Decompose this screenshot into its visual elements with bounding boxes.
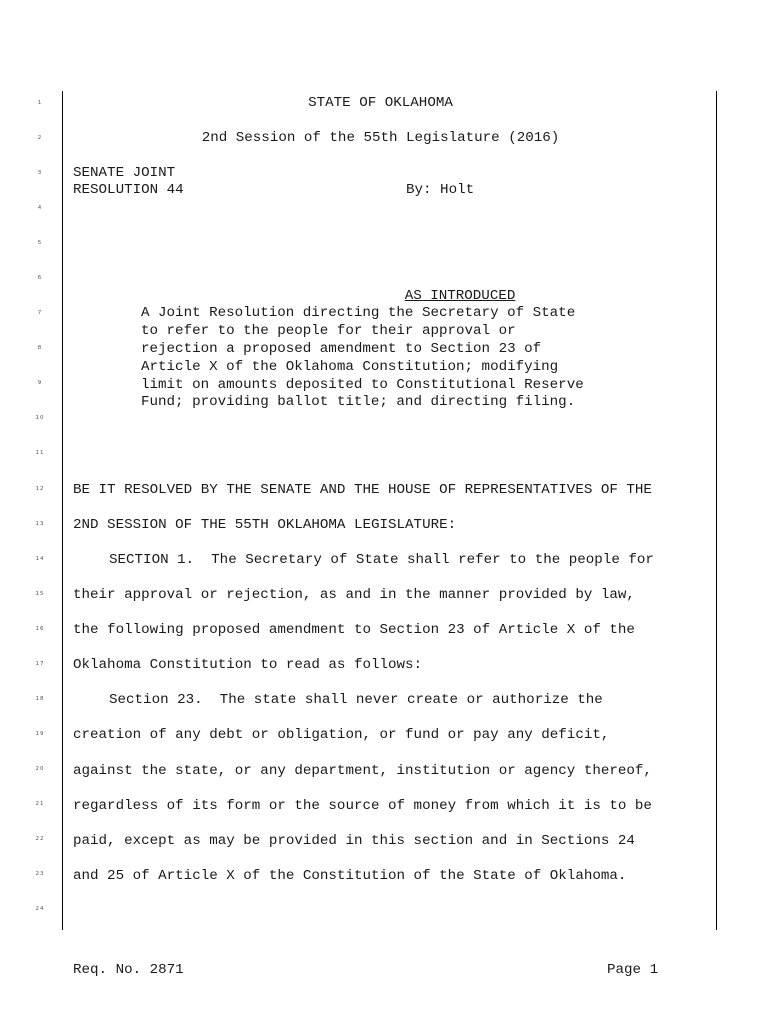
line-number: 7 xyxy=(37,310,43,316)
section-23-text-line: and 25 of Article X of the Constitution of the State of Oklahoma. xyxy=(73,868,627,884)
summary-line: Fund; providing ballot title; and directing filing. xyxy=(141,394,576,410)
line-number: 20 xyxy=(35,766,45,772)
section-1-text-line: Oklahoma Constitution to read as follows: xyxy=(73,657,423,673)
line-number: 4 xyxy=(37,205,43,211)
line-number: 3 xyxy=(37,170,43,176)
section-23-text-line: regardless of its form or the source of money from which it is to be xyxy=(73,798,652,814)
line-number: 16 xyxy=(35,626,45,632)
enacting-clause-line: BE IT RESOLVED BY THE SENATE AND THE HOUSE OF REPRESENTATIVES OF THE xyxy=(73,482,652,498)
summary-line: limit on amounts deposited to Constitutional Reserve xyxy=(141,377,584,393)
bill-author: By: Holt xyxy=(406,182,475,198)
line-number: 21 xyxy=(35,801,45,807)
summary-line: A Joint Resolution directing the Secretary of State xyxy=(141,305,576,321)
left-margin-rule xyxy=(62,91,63,930)
section-1-text-line: their approval or rejection, as and in the manner provided by law, xyxy=(73,587,635,603)
page-number: Page 1 xyxy=(607,962,659,978)
summary-line: to refer to the people for their approval or xyxy=(141,323,516,339)
line-number: 5 xyxy=(37,240,43,246)
line-number: 8 xyxy=(37,345,43,351)
line-number: 17 xyxy=(35,661,45,667)
line-number: 9 xyxy=(37,380,43,386)
section-23-text-line: against the state, or any department, institution or agency thereof, xyxy=(73,763,652,779)
section-1-text-line: SECTION 1. The Secretary of State shall refer to the people for xyxy=(109,552,654,568)
line-number: 10 xyxy=(35,415,45,421)
line-number: 15 xyxy=(35,591,45,597)
section-1-text-line: the following proposed amendment to Section 23 of Article X of the xyxy=(73,622,635,638)
line-number: 19 xyxy=(35,731,45,737)
line-number: 13 xyxy=(35,521,45,527)
line-number: 14 xyxy=(35,556,45,562)
bill-type-line1: SENATE JOINT xyxy=(73,165,176,181)
section-23-text-line: creation of any debt or obligation, or fund or pay any deficit, xyxy=(73,727,610,743)
bill-type-line2: RESOLUTION 44 xyxy=(73,182,184,198)
session-heading: 2nd Session of the 55th Legislature (2016) xyxy=(201,130,560,146)
summary-line: rejection a proposed amendment to Section 23 of xyxy=(141,341,542,357)
status-label: AS INTRODUCED xyxy=(404,288,516,304)
line-number: 11 xyxy=(35,450,45,456)
section-23-text-line: Section 23. The state shall never create or authorize the xyxy=(109,692,603,708)
line-number: 6 xyxy=(37,275,43,281)
line-number: 23 xyxy=(35,871,45,877)
line-number: 2 xyxy=(37,135,43,141)
right-margin-rule xyxy=(716,91,717,930)
line-number: 22 xyxy=(35,836,45,842)
line-number: 24 xyxy=(35,906,45,912)
line-number: 18 xyxy=(35,696,45,702)
enacting-clause-line: 2ND SESSION OF THE 55TH OKLAHOMA LEGISLATURE: xyxy=(73,517,457,533)
line-number: 1 xyxy=(37,100,43,106)
request-number: Req. No. 2871 xyxy=(73,962,184,978)
state-heading: STATE OF OKLAHOMA xyxy=(308,95,453,111)
line-number: 12 xyxy=(35,486,45,492)
summary-line: Article X of the Oklahoma Constitution; modifying xyxy=(141,359,559,375)
section-23-text-line: paid, except as may be provided in this section and in Sections 24 xyxy=(73,833,635,849)
